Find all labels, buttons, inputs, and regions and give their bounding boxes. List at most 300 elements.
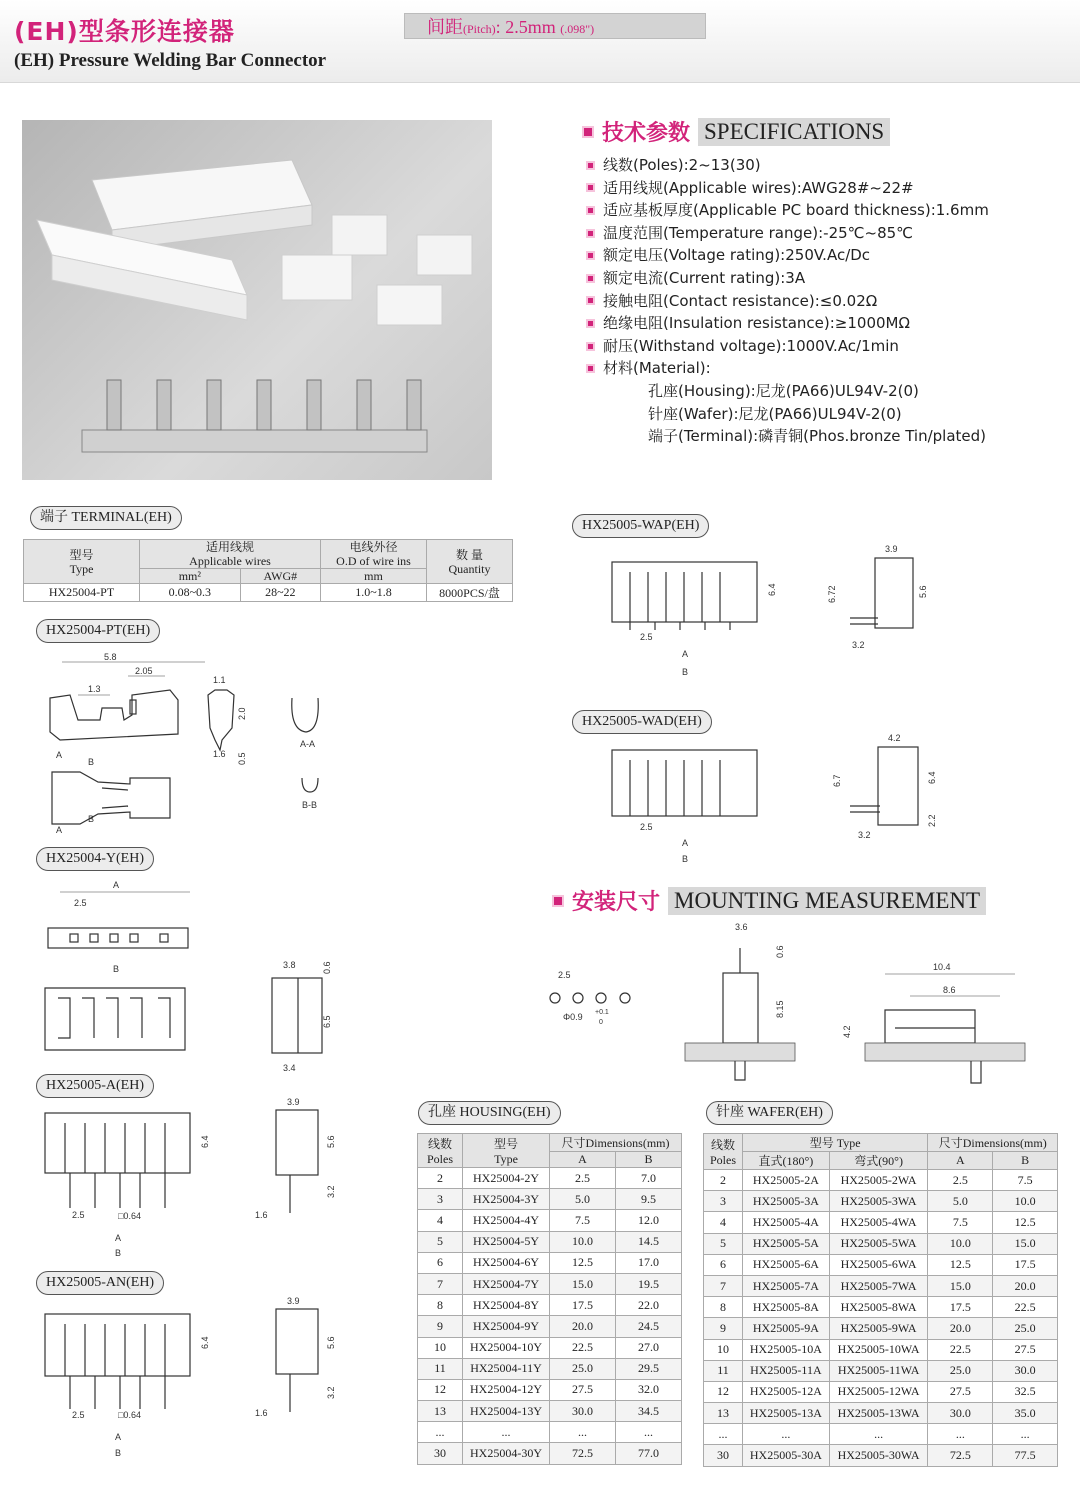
dim-label: 6.4 <box>200 1336 210 1349</box>
table-cell: 10.0 <box>928 1233 993 1254</box>
table-cell: 12.0 <box>616 1210 682 1231</box>
dim-label: 2.05 <box>135 666 153 676</box>
table-cell: 10 <box>418 1337 463 1358</box>
table-cell: 7.5 <box>928 1212 993 1233</box>
table-cell: 7.0 <box>616 1168 682 1189</box>
table-cell: 32.0 <box>616 1379 682 1400</box>
table-row <box>704 1170 1058 1191</box>
dim-label: 3.9 <box>287 1098 300 1107</box>
table-cell: ... <box>704 1424 743 1445</box>
table-cell: 15.0 <box>928 1275 993 1296</box>
table-cell: HX25005-10WA <box>829 1339 928 1360</box>
table-row <box>418 1168 682 1189</box>
table-cell: 12 <box>418 1379 463 1400</box>
bullet-icon <box>586 251 595 260</box>
cell-od: 1.0~1.8 <box>321 584 427 602</box>
table-cell: 2.5 <box>550 1168 616 1189</box>
table-row <box>704 1212 1058 1233</box>
pitch-colon: : <box>495 17 501 37</box>
material-row <box>586 380 989 403</box>
spec-row <box>586 290 989 313</box>
bullet-icon <box>586 342 595 351</box>
wafer-table-body <box>704 1170 1058 1467</box>
specs-list <box>586 154 989 448</box>
table-cell: 17.5 <box>550 1295 616 1316</box>
table-cell: HX25005-3WA <box>829 1191 928 1212</box>
th-qty-cn: 数 量 <box>455 547 483 562</box>
table-cell: 4 <box>704 1212 743 1233</box>
table-cell: 12.5 <box>993 1212 1058 1233</box>
wad-drawing <box>600 732 960 872</box>
table-cell: HX25004-11Y <box>463 1358 550 1379</box>
th-a: A <box>550 1152 616 1168</box>
material-text: 端子(Terminal):磷青铜(Phos.bronze Tin/plated) <box>648 427 987 446</box>
table-cell: HX25005-7WA <box>829 1275 928 1296</box>
table-cell: 34.5 <box>616 1401 682 1422</box>
table-cell: HX25004-2Y <box>463 1168 550 1189</box>
table-cell: 15.0 <box>550 1273 616 1294</box>
table-cell: 5.0 <box>550 1189 616 1210</box>
dim-label: 3.2 <box>326 1386 336 1399</box>
pitch-label-en: (Pitch) <box>463 22 496 36</box>
table-cell: ... <box>550 1422 616 1443</box>
dim-label: 5.8 <box>104 652 117 662</box>
table-cell: 7.5 <box>993 1170 1058 1191</box>
wafer-table <box>703 1133 1058 1467</box>
table-row <box>418 1252 682 1273</box>
table-cell: 25.0 <box>550 1358 616 1379</box>
table-cell: 20.0 <box>993 1275 1058 1296</box>
table-cell: 6 <box>704 1254 743 1275</box>
dim-label: 3.6 <box>735 922 748 932</box>
wap-label: HX25005-WAP(EH) <box>572 514 709 538</box>
table-cell: 25.0 <box>928 1360 993 1381</box>
table-row <box>704 1318 1058 1339</box>
table-row <box>704 1297 1058 1318</box>
table-row <box>418 1422 682 1443</box>
specs-title-cn: 技术参数 <box>602 121 691 146</box>
table-cell: HX25005-5WA <box>829 1233 928 1254</box>
table-cell: 27.5 <box>928 1381 993 1402</box>
table-row <box>418 1273 682 1294</box>
table-cell: 10 <box>704 1339 743 1360</box>
spec-row <box>586 177 989 200</box>
table-cell: 7.5 <box>550 1210 616 1231</box>
th-type-en: Type <box>494 1151 518 1166</box>
spec-text: 适应基板厚度(Applicable PC board thickness):1.6mm <box>603 201 989 220</box>
table-cell: HX25004-13Y <box>463 1401 550 1422</box>
dim-label: 4.2 <box>888 733 901 743</box>
spec-text: 耐压(Withstand voltage):1000V.Ac/1min <box>603 336 899 355</box>
table-cell: 30 <box>418 1443 463 1464</box>
square-bullet-icon <box>552 895 564 907</box>
cell-awg: 28~22 <box>240 584 320 602</box>
table-cell: ... <box>928 1424 993 1445</box>
table-cell: HX25004-30Y <box>463 1443 550 1464</box>
cell-type: HX25004-PT <box>24 584 140 602</box>
spec-text: 材料(Material): <box>603 359 711 378</box>
pt-label: HX25004-PT(EH) <box>36 619 160 643</box>
table-cell: HX25005-12WA <box>829 1381 928 1402</box>
table-cell: HX25005-4A <box>743 1212 830 1233</box>
table-cell: 8 <box>418 1295 463 1316</box>
dim-label: □0.64 <box>118 1211 141 1221</box>
table-cell: 25.0 <box>993 1318 1058 1339</box>
table-cell: 15.0 <box>993 1233 1058 1254</box>
table-cell: 5 <box>418 1231 463 1252</box>
th-mm2: mm² <box>140 569 241 584</box>
table-cell: HX25004-9Y <box>463 1316 550 1337</box>
terminal-strip <box>82 380 427 452</box>
table-cell: 20.0 <box>550 1316 616 1337</box>
spec-row <box>586 199 989 222</box>
th-type: 型号 Type <box>743 1134 928 1152</box>
table-cell: HX25005-8WA <box>829 1297 928 1318</box>
table-row <box>704 1339 1058 1360</box>
table-cell: 10.0 <box>550 1231 616 1252</box>
table-row <box>704 1381 1058 1402</box>
product-photo-art <box>22 120 492 480</box>
bullet-icon <box>586 296 595 305</box>
table-cell: HX25005-11A <box>743 1360 830 1381</box>
dim-label: 6.72 <box>827 585 837 603</box>
dim-label: B-B <box>302 800 318 810</box>
table-cell: 11 <box>704 1360 743 1381</box>
terminal-label: 端子 TERMINAL(EH) <box>30 506 182 530</box>
bullet-icon <box>586 161 595 170</box>
pitch-inch: (.098") <box>560 22 595 36</box>
dim-label: 0 <box>599 1019 603 1026</box>
spec-text: 适用线规(Applicable wires):AWG28#~22# <box>603 178 914 197</box>
table-cell: 30.0 <box>550 1401 616 1422</box>
th-poles-en: Poles <box>709 1152 736 1167</box>
bullet-icon <box>586 206 595 215</box>
table-cell: 27.5 <box>993 1339 1058 1360</box>
dim-label: 2.5 <box>74 898 87 908</box>
spec-text: 温度范围(Temperature range):-25℃~85℃ <box>603 223 914 242</box>
table-cell: 32.5 <box>993 1381 1058 1402</box>
th-dimensions: 尺寸Dimensions(mm) <box>550 1134 682 1152</box>
table-cell: ... <box>993 1424 1058 1445</box>
table-cell: 2 <box>418 1168 463 1189</box>
dim-label: B <box>115 1448 122 1458</box>
dim-label: 1.6 <box>255 1408 268 1418</box>
th-wires <box>140 540 321 569</box>
dim-label: 2.0 <box>237 707 247 720</box>
th-od-cn: 电线外径 <box>349 540 398 554</box>
dim-label: 6.4 <box>767 583 777 596</box>
dim-label: 5.6 <box>326 1336 336 1349</box>
table-row <box>418 1401 682 1422</box>
spec-text: 接触电阻(Contact resistance):≤0.02Ω <box>603 291 878 310</box>
dim-label: A <box>115 1432 122 1442</box>
table-cell: 9 <box>704 1318 743 1339</box>
dim-label: 6.4 <box>200 1135 210 1148</box>
material-text: 针座(Wafer):尼龙(PA66)UL94V-2(0) <box>648 404 902 423</box>
dim-label: 2.5 <box>640 822 653 832</box>
dim-label: A <box>682 838 689 848</box>
table-cell: HX25005-6WA <box>829 1254 928 1275</box>
th-b: B <box>616 1152 682 1168</box>
table-cell: 5.0 <box>928 1191 993 1212</box>
table-cell: HX25005-2A <box>743 1170 830 1191</box>
table-cell: HX25005-8A <box>743 1297 830 1318</box>
dim-label: B <box>88 757 95 767</box>
table-cell: HX25005-13A <box>743 1403 830 1424</box>
table-cell: 2.5 <box>928 1170 993 1191</box>
table-cell: HX25004-6Y <box>463 1252 550 1273</box>
wad-label: HX25005-WAD(EH) <box>572 710 712 734</box>
table-row <box>704 1254 1058 1275</box>
dim-label: A <box>56 750 63 760</box>
table-cell: 7 <box>704 1275 743 1296</box>
table-cell: 22.5 <box>993 1297 1058 1318</box>
mounting-title-en: MOUNTING MEASUREMENT <box>668 887 986 915</box>
housing-label: 孔座 HOUSING(EH) <box>418 1101 561 1125</box>
table-cell: 77.5 <box>993 1445 1058 1466</box>
table-row <box>704 1233 1058 1254</box>
dim-label: 3.2 <box>326 1185 336 1198</box>
table-cell: HX25005-13WA <box>829 1403 928 1424</box>
a-label: HX25005-A(EH) <box>36 1074 154 1098</box>
dim-label: Φ0.9 <box>563 1012 583 1022</box>
th-b: B <box>993 1152 1058 1170</box>
product-photo <box>22 120 492 480</box>
terminal-table <box>23 539 513 602</box>
table-cell: 4 <box>418 1210 463 1231</box>
bullet-icon <box>586 364 595 373</box>
table-row <box>418 1358 682 1379</box>
wap-drawing <box>600 538 960 688</box>
cell-qty: 8000PCS/盘 <box>427 584 513 602</box>
housing-table <box>417 1133 682 1465</box>
spec-row <box>586 335 989 358</box>
table-cell: ... <box>418 1422 463 1443</box>
dim-label: 8.6 <box>943 985 956 995</box>
spec-row <box>586 267 989 290</box>
dim-label: 10.4 <box>933 962 951 972</box>
material-row <box>586 425 989 448</box>
dim-label: 3.9 <box>287 1296 300 1306</box>
th-od <box>321 540 427 569</box>
dim-label: 3.4 <box>283 1063 296 1073</box>
table-cell: 22.5 <box>928 1339 993 1360</box>
connector-long-1 <box>92 160 312 250</box>
table-cell: HX25004-10Y <box>463 1337 550 1358</box>
table-cell: 12.5 <box>928 1254 993 1275</box>
spec-text: 绝缘电阻(Insulation resistance):≥1000MΩ <box>603 314 910 333</box>
table-cell: ... <box>616 1422 682 1443</box>
dim-label: 5.6 <box>918 585 928 598</box>
dim-label: 0.5 <box>237 752 247 765</box>
dim-label: B <box>113 964 120 974</box>
dim-label: 2.5 <box>558 970 571 980</box>
th-type-cn: 型号 <box>493 1136 518 1151</box>
table-cell: 30 <box>704 1445 743 1466</box>
table-cell: ... <box>463 1422 550 1443</box>
dim-label: 3.8 <box>283 960 296 970</box>
dim-label: A <box>113 880 120 890</box>
table-cell: 22.0 <box>616 1295 682 1316</box>
dim-label: 3.2 <box>858 830 871 840</box>
th-angle: 弯式(90°) <box>829 1152 928 1170</box>
dim-label: 1.6 <box>255 1210 268 1220</box>
spec-text: 额定电压(Voltage rating):250V.Ac/Dc <box>603 246 871 265</box>
dim-label: □0.64 <box>118 1410 141 1420</box>
th-type-cn: 型号 <box>69 547 94 562</box>
table-row <box>418 1337 682 1358</box>
th-awg: AWG# <box>240 569 320 584</box>
spec-text: 额定电流(Current rating):3A <box>603 268 806 287</box>
th-type-en: Type <box>69 561 94 576</box>
specs-title-en: SPECIFICATIONS <box>698 118 890 146</box>
table-cell: 72.5 <box>550 1443 616 1464</box>
y-label: HX25004-Y(EH) <box>36 847 154 871</box>
table-cell: 13 <box>704 1403 743 1424</box>
th-poles-cn: 线数 <box>710 1137 735 1152</box>
table-row <box>418 1231 682 1252</box>
table-cell: 17.5 <box>928 1297 993 1318</box>
dim-label: 1.3 <box>88 684 101 694</box>
dim-label: 5.6 <box>326 1135 336 1148</box>
table-row <box>704 1445 1058 1466</box>
table-cell: HX25005-5A <box>743 1233 830 1254</box>
dim-label: 3.9 <box>885 544 898 554</box>
dim-label: 1.1 <box>213 675 226 685</box>
dim-label: 0.6 <box>775 945 785 958</box>
dim-label: 2.5 <box>640 632 653 642</box>
table-cell: 77.0 <box>616 1443 682 1464</box>
dim-label: A-A <box>300 739 316 749</box>
table-cell: 9 <box>418 1316 463 1337</box>
spec-row <box>586 222 989 245</box>
table-cell: 12 <box>704 1381 743 1402</box>
table-row <box>418 1210 682 1231</box>
table-cell: HX25005-10A <box>743 1339 830 1360</box>
page-title-cn: (EH)型条形连接器 <box>14 17 235 46</box>
spec-text: 线数(Poles):2~13(30) <box>603 156 761 174</box>
table-cell: 14.5 <box>616 1231 682 1252</box>
table-cell: 22.5 <box>550 1337 616 1358</box>
bullet-icon <box>586 229 595 238</box>
dim-label: 4.2 <box>842 1025 852 1038</box>
table-cell: 6 <box>418 1252 463 1273</box>
mounting-drawing <box>535 918 1035 1098</box>
page-title-en: (EH) Pressure Welding Bar Connector <box>14 50 327 71</box>
table-cell: 7 <box>418 1273 463 1294</box>
table-cell: 11 <box>418 1358 463 1379</box>
table-cell: HX25004-7Y <box>463 1273 550 1294</box>
table-cell: HX25005-2WA <box>829 1170 928 1191</box>
table-cell: 17.5 <box>993 1254 1058 1275</box>
table-cell: HX25005-6A <box>743 1254 830 1275</box>
dim-label: 6.5 <box>322 1015 332 1028</box>
table-cell: 8 <box>704 1297 743 1318</box>
th-a: A <box>928 1152 993 1170</box>
table-cell: 19.5 <box>616 1273 682 1294</box>
table-cell: 3 <box>418 1189 463 1210</box>
table-cell: HX25005-9WA <box>829 1318 928 1339</box>
material-row <box>586 403 989 426</box>
th-wires-en: Applicable wires <box>189 554 271 568</box>
table-cell: HX25005-7A <box>743 1275 830 1296</box>
table-cell: 12.5 <box>550 1252 616 1273</box>
table-cell: ... <box>829 1424 928 1445</box>
table-row <box>704 1191 1058 1212</box>
dim-label: 2.5 <box>72 1210 85 1220</box>
y-drawing <box>40 878 350 1078</box>
table-cell: 17.0 <box>616 1252 682 1273</box>
table-cell: HX25005-9A <box>743 1318 830 1339</box>
table-cell: 9.5 <box>616 1189 682 1210</box>
table-row <box>704 1360 1058 1381</box>
dim-label: B <box>88 814 95 824</box>
th-od-mm: mm <box>321 569 427 584</box>
table-cell: HX25004-4Y <box>463 1210 550 1231</box>
spec-row <box>586 244 989 267</box>
dim-label: 0.6 <box>322 961 332 974</box>
th-qty-en: Quantity <box>448 561 491 576</box>
bullet-icon <box>586 274 595 283</box>
table-row <box>418 1295 682 1316</box>
table-cell: 29.5 <box>616 1358 682 1379</box>
th-poles-cn: 线数 <box>427 1136 452 1151</box>
table-cell: 20.0 <box>928 1318 993 1339</box>
table-row <box>418 1379 682 1400</box>
table-cell: HX25005-12A <box>743 1381 830 1402</box>
spec-row <box>586 312 989 335</box>
wafer-label: 针座 WAFER(EH) <box>706 1101 833 1125</box>
table-cell: HX25005-11WA <box>829 1360 928 1381</box>
material-text: 孔座(Housing):尼龙(PA66)UL94V-2(0) <box>648 381 919 400</box>
pt-drawing <box>40 650 340 840</box>
dim-label: +0.1 <box>595 1009 609 1016</box>
dim-label: 6.4 <box>927 771 937 784</box>
square-bullet-icon <box>582 126 594 138</box>
dim-label: 2.2 <box>927 814 937 827</box>
table-cell: 72.5 <box>928 1445 993 1466</box>
table-row <box>418 1316 682 1337</box>
dim-label: 6.7 <box>832 774 842 787</box>
th-od-en: O.D of wire ins <box>336 554 411 568</box>
pitch-banner <box>404 13 706 39</box>
table-cell: HX25005-30A <box>743 1445 830 1466</box>
table-cell: 10.0 <box>993 1191 1058 1212</box>
table-cell: 35.0 <box>993 1403 1058 1424</box>
th-type <box>463 1134 550 1168</box>
table-row <box>704 1403 1058 1424</box>
dim-label: 1.6 <box>213 749 226 759</box>
table-cell: HX25004-3Y <box>463 1189 550 1210</box>
table-cell: HX25005-4WA <box>829 1212 928 1233</box>
spec-row <box>586 154 989 177</box>
table-row <box>418 1189 682 1210</box>
a-drawing <box>40 1098 350 1258</box>
an-label: HX25005-AN(EH) <box>36 1271 164 1295</box>
table-cell: HX25005-3A <box>743 1191 830 1212</box>
th-dimensions: 尺寸Dimensions(mm) <box>928 1134 1058 1152</box>
dim-label: B <box>682 854 689 864</box>
th-straight: 直式(180°) <box>743 1152 830 1170</box>
table-cell: 5 <box>704 1233 743 1254</box>
table-cell: HX25004-5Y <box>463 1231 550 1252</box>
mounting-heading <box>552 885 986 916</box>
dim-label: 8.15 <box>775 1000 785 1018</box>
th-poles <box>704 1134 743 1170</box>
table-row <box>704 1424 1058 1445</box>
th-poles <box>418 1134 463 1168</box>
bullet-icon <box>586 183 595 192</box>
